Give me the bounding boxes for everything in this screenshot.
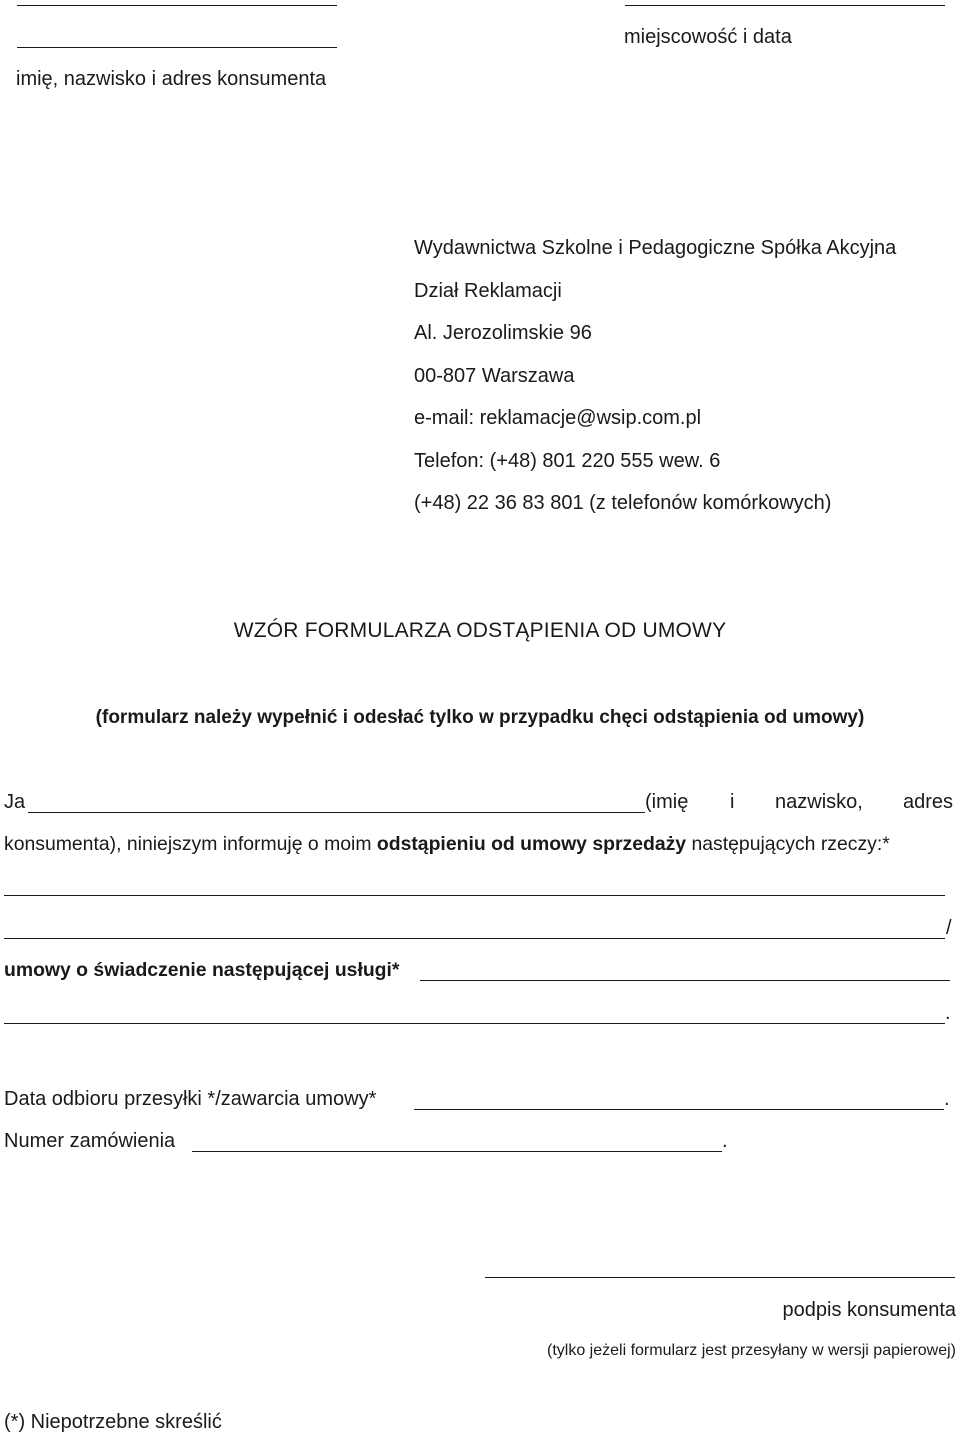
form-subtitle: (formularz należy wypełnić i odesłać tylko w przypadku chęci odstąpienia od umowy): [95, 707, 865, 728]
signature-note: (tylko jeżeli formularz jest przesyłany w wersji papierowej): [546, 1342, 956, 1359]
consumer-name-field[interactable]: [28, 812, 645, 813]
signature-label: podpis konsumenta: [782, 1299, 956, 1321]
service-label: umowy o świadczenie następującej usługi*: [4, 959, 400, 981]
recipient-phone: Telefon: (+48) 801 220 555 wew. 6: [414, 450, 721, 472]
recipient-street: Al. Jerozolimskie 96: [414, 322, 592, 344]
recipient-department: Dział Reklamacji: [414, 280, 562, 302]
form-title: WZÓR FORMULARZA ODSTĄPIENIA OD UMOWY: [233, 619, 727, 642]
order-number-label: Numer zamówienia: [4, 1130, 176, 1152]
consumer-line-1[interactable]: [17, 5, 337, 6]
consumer-label: imię, nazwisko i adres konsumenta: [16, 68, 327, 90]
recipient-email: e-mail: reklamacje@wsip.com.pl: [414, 407, 702, 429]
nazwisko-word: nazwisko,: [775, 791, 863, 813]
service-period: .: [945, 1002, 951, 1024]
order-number-field[interactable]: [192, 1151, 722, 1152]
imie-word: (imię: [645, 791, 689, 813]
service-field[interactable]: [420, 980, 950, 981]
statement-part-3: następujących rzeczy:*: [686, 833, 890, 855]
slash-separator: /: [946, 917, 952, 939]
goods-line-1[interactable]: [4, 895, 945, 896]
recipient-city: 00-807 Warszawa: [414, 365, 575, 387]
recipient-company: Wydawnictwa Szkolne i Pedagogiczne Spółka Akcyjna: [414, 237, 897, 259]
ja-label: Ja: [4, 791, 26, 813]
service-line-2[interactable]: [4, 1023, 945, 1024]
signature-field[interactable]: [485, 1277, 955, 1278]
statement-bold: odstąpieniu od umowy sprzedaży: [376, 833, 687, 855]
goods-line-2[interactable]: [4, 938, 945, 939]
delivery-date-field[interactable]: [414, 1109, 944, 1110]
recipient-mobile: (+48) 22 36 83 801 (z telefonów komórkowych): [414, 492, 832, 514]
delivery-date-label: Data odbioru przesyłki */zawarcia umowy*: [4, 1088, 377, 1110]
place-date-label: miejscowość i data: [624, 26, 792, 48]
withdrawal-statement: [4, 832, 890, 856]
i-word: i: [730, 791, 735, 813]
place-date-line[interactable]: [625, 5, 945, 6]
order-period: .: [722, 1130, 728, 1152]
statement-part-1: konsumenta), niniejszym informuję o moim: [4, 833, 377, 855]
consumer-line-2[interactable]: [17, 47, 337, 48]
footnote: (*) Niepotrzebne skreślić: [4, 1411, 222, 1433]
delivery-period: .: [944, 1088, 950, 1110]
adres-word: adres: [903, 791, 954, 813]
